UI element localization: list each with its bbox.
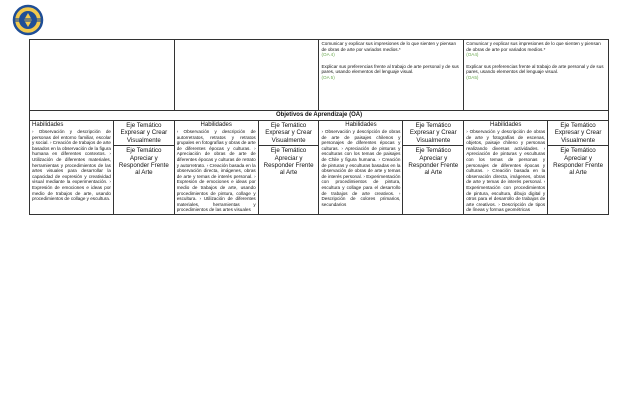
eje-expresar: Expresar y Crear Visualmente [554,129,602,144]
top-cell-empty-1 [30,40,175,111]
eje-apreciar: Apreciar y Responder Frente al Arte [118,154,169,177]
eje-label: Eje Temático [270,122,307,129]
habilidades-text: › Observación y descripción de personas del entorno familiar, escolar y social. › Creación de trabajos de arte basados en la observación de la figura humana en diferentes contextos. › Utilización de diferentes materiales, herramientas y procedimientos de las artes visuales para desarrollar la capacidad de expresión y creatividad visual mediante la experimentación. › Expresión de emociones e ideas por medio de trabajos de arte, usando procedimientos de collage y escultura. [32,129,111,202]
habilidades-cell-3 [319,121,403,215]
eje-label: Eje Temático [415,122,451,129]
eje-apreciar: Apreciar y Responder Frente al Arte [263,154,314,177]
eje-label: Eje Temático [126,122,162,129]
eje-cell-3 [403,121,464,215]
habilidades-cell-4 [464,121,548,215]
eje-label: Eje Temático [560,122,596,129]
habilidades-text: › Observación y descripción de autorretratos, retratos y retratos grupales en fotografías y obras de arte de diferentes épocas y culturas. › Apreciación de obras de arte de diferentes épocas y culturas de retrato y autorretrato. › Creación basada en la observación directa, imágenes, obras de arte y temas de interés personal. › Expresión de emociones e ideas por medio de trabajos de arte, usando procedimientos de pintura, collage y escultura. › Utilización de diferentes materiales, herramientas y procedimientos de las artes visuales [176,129,256,213]
section-title: Objetivos de Aprendizaje (OA) [30,111,609,121]
oa4-text: Comunicar y explicar sus impresiones de lo que sienten y piensan de obras de arte por variados medios.* [321,41,457,52]
habilidades-text: › Observación y descripción de obras de arte y fotografías de escenas, objetos, paisaje chileno y personas realizando diversas actividades. › Apreciación de pinturas y esculturas con los temas de personas y personajes de diferentes épocas y culturas. › Creación basada en la observación directa, imágenes, obras de arte y temas de interés personal. › Experimentación con procedimientos de pintura, escultura, dibujo digital y otros para el desarrollo de trabajos de arte creativos. › Descripción de tipos de líneas y formas geométricas [466,129,546,213]
oa5-text: Explicar sus preferencias frente al trabajo de arte personal y de sus pares, usando elementos del lenguaje visual. [466,63,604,75]
oa4-code: (OA4) [466,52,479,58]
oa5-code: (OA5) [466,74,479,80]
top-cell-oa-1 [319,40,464,111]
eje-expresar: Expresar y Crear Visualmente [409,129,457,144]
habilidades-text: › Observación y descripción de obras de arte de paisajes chilenos y personajes de diferentes épocas y culturas. › Apreciación de pinturas y esculturas con los temas de paisajes de Chile y figura humana. › Creación de pinturas y esculturas basadas en la observación de obras de arte y temas de interés personal. › Experimentación con procedimientos de pintura, escultura y collage para el desarrollo de trabajos de arte creativos. › Descripción de colores primarios, secundarios [321,129,401,207]
habilidades-label: Habilidades [200,122,232,128]
school-crest-logo [12,4,44,36]
habilidades-label: Habilidades [32,122,64,128]
eje-label-2: Eje Temático [415,147,451,155]
eje-label-2: Eje Temático [560,147,596,155]
eje-expresar: Expresar y Crear Visualmente [265,129,312,144]
top-cell-empty-2 [174,40,319,111]
eje-cell-4 [548,121,609,215]
title-row [30,111,609,121]
eje-label-2: Eje Temático [270,147,307,155]
oa5-text: Explicar sus preferencias frente al trabajo de arte personal y de sus pares, usando elementos del lenguaje visual. [321,63,459,75]
eje-cell-2 [258,121,319,215]
top-cell-oa-2 [464,40,609,111]
top-objectives-row [30,40,609,111]
eje-label-2: Eje Temático [126,147,162,155]
eje-cell-1 [113,121,174,215]
oa4-code: (OA 4) [321,52,335,58]
oa4-text: Comunicar y explicar sus impresiones de lo que sienten y piensan de obras de arte por variados medios.* [466,41,601,52]
curriculum-table [29,39,609,215]
habilidades-cell-1 [30,121,114,215]
eje-apreciar: Apreciar y Responder Frente al Arte [408,154,459,177]
habilidades-label: Habilidades [490,122,522,128]
eje-apreciar: Apreciar y Responder Frente al Arte [553,154,604,177]
habilidades-cell-2 [174,121,258,215]
content-row [30,121,609,215]
oa5-code: (OA 5) [321,74,335,80]
eje-expresar: Expresar y Crear Visualmente [120,129,168,144]
habilidades-label: Habilidades [345,122,377,128]
